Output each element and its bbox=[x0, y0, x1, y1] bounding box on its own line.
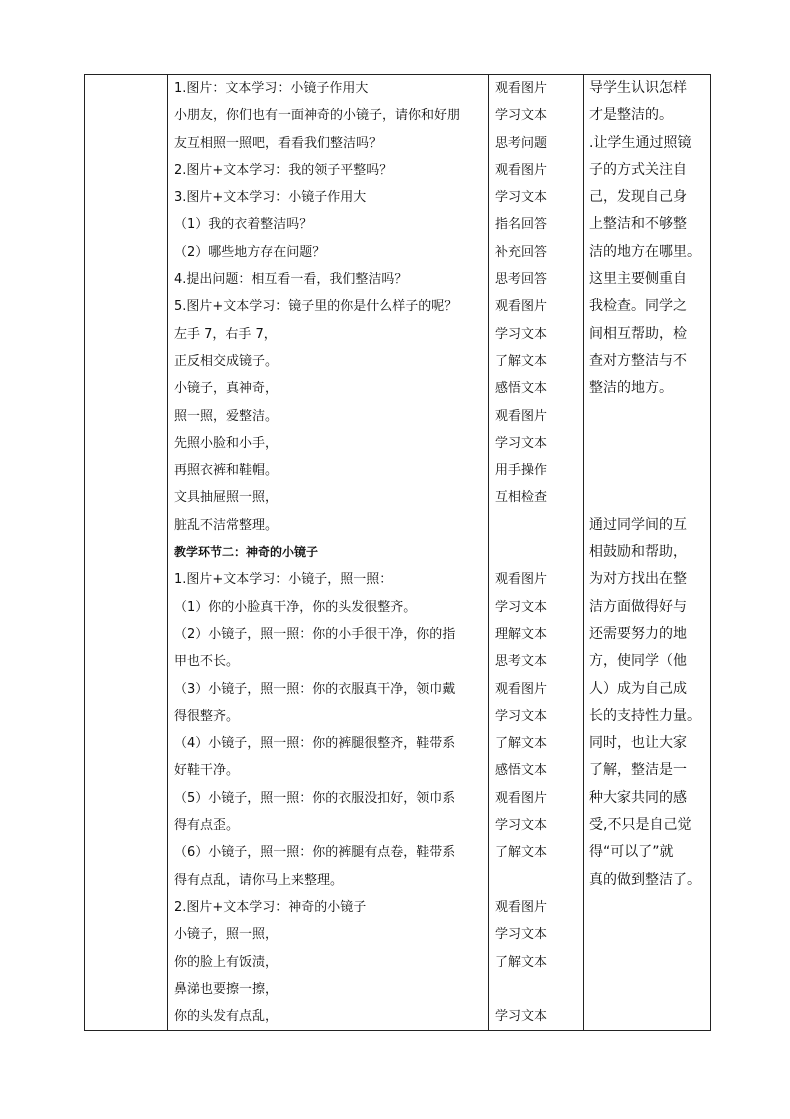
activity-line: 用手操作 bbox=[495, 463, 548, 479]
content-line: 5.图片+文本学习：镜子里的你是什么样子的呢？ bbox=[174, 299, 458, 315]
activity-line: 观看图片 bbox=[495, 299, 548, 315]
activity-line: 了解文本 bbox=[495, 845, 548, 861]
content-line: 左手 7，右手 7， bbox=[174, 326, 277, 342]
content-line: （2）小镜子，照一照：你的小手很干净，你的指 bbox=[174, 626, 456, 642]
content-line: 小朋友，你们也有一面神奇的小镜子，请你和好朋 bbox=[174, 108, 461, 124]
content-line: 再照衣裤和鞋帽。 bbox=[174, 463, 279, 479]
design-intent-line: 查对方整洁与不 bbox=[589, 352, 687, 369]
design-intent-line: 这里主要侧重自 bbox=[589, 271, 687, 288]
student-activity-lines bbox=[489, 75, 583, 1030]
content-line: 小镜子，照一照， bbox=[174, 927, 279, 943]
activity-line: 了解文本 bbox=[495, 736, 548, 752]
activity-line: 了解文本 bbox=[495, 353, 548, 369]
content-line: 正反相交成镜子。 bbox=[174, 353, 279, 369]
activity-line: 学习文本 bbox=[495, 1009, 548, 1025]
activity-line: 思考回答 bbox=[495, 272, 548, 288]
content-line: 友互相照一照吧，看看我们整洁吗？ bbox=[174, 135, 383, 151]
design-intent-line: 才是整洁的。 bbox=[589, 107, 673, 124]
design-intent-line: 人）成为自己成 bbox=[589, 680, 687, 697]
design-intent-line: 整洁的地方。 bbox=[589, 380, 673, 397]
content-line: （1）你的小脸真干净，你的头发很整齐。 bbox=[174, 599, 417, 615]
content-line: （4）小镜子，照一照：你的裤腿很整齐，鞋带系 bbox=[174, 736, 456, 752]
design-intent-line: 长的支持性力量。 bbox=[589, 707, 701, 724]
content-line: 甲也不长。 bbox=[174, 654, 240, 670]
activity-line: 感悟文本 bbox=[495, 763, 548, 779]
design-intent-line: 种大家共同的感 bbox=[589, 789, 687, 806]
content-line: 你的脸上有饭渍， bbox=[174, 954, 279, 970]
activity-line: 观看图片 bbox=[495, 899, 548, 915]
content-line: 脏乱不洁常整理。 bbox=[174, 517, 279, 533]
content-line: 得很整齐。 bbox=[174, 708, 240, 724]
content-line: （3）小镜子，照一照：你的衣服真干净，领巾戴 bbox=[174, 681, 456, 697]
design-intent-line: 方，使同学（他 bbox=[589, 653, 687, 670]
content-line: 你的头发有点乱， bbox=[174, 1009, 279, 1025]
activity-line bbox=[495, 512, 579, 539]
activity-line: 学习文本 bbox=[495, 108, 548, 124]
design-intent-line: 间相互帮助，检 bbox=[589, 325, 687, 342]
design-intent-line: 相鼓励和帮助， bbox=[589, 544, 687, 561]
activity-line: 补充回答 bbox=[495, 244, 548, 260]
activity-line: 观看图片 bbox=[495, 572, 548, 588]
design-intent-line: 真的做到整洁了。 bbox=[589, 871, 701, 888]
activity-line: 学习文本 bbox=[495, 326, 548, 342]
content-line: 1.图片：文本学习：小镜子作用大 bbox=[174, 81, 369, 96]
activity-line: 思考文本 bbox=[495, 654, 548, 670]
design-intent-line: 同时，也让大家 bbox=[589, 735, 687, 752]
design-intent-line: 洁的地方在哪里。 bbox=[589, 243, 701, 260]
activity-line: 指名回答 bbox=[495, 217, 548, 233]
activity-line: 互相检查 bbox=[495, 490, 548, 506]
content-line: 1.图片+文本学习：小镜子，照一照： bbox=[174, 572, 393, 588]
spacer bbox=[589, 430, 706, 457]
activity-line: 观看图片 bbox=[495, 681, 548, 697]
student-activity-cell bbox=[489, 75, 584, 1031]
content-line: 好鞋干净。 bbox=[174, 763, 240, 779]
content-line: 4.提出问题：相互看一看，我们整洁吗？ bbox=[174, 272, 408, 288]
activity-line bbox=[495, 976, 579, 1003]
design-intent-line: 己，发现自己身 bbox=[589, 189, 687, 206]
activity-line: 观看图片 bbox=[495, 81, 548, 96]
design-intent-line: 上整洁和不够整 bbox=[589, 216, 687, 233]
content-line: 得有点乱，请你马上来整理。 bbox=[174, 872, 344, 888]
content-line: 照一照，爱整洁。 bbox=[174, 408, 279, 424]
spacer bbox=[589, 403, 706, 430]
design-intent-line: 了解，整洁是一 bbox=[589, 762, 687, 779]
content-line: 文具抽屉照一照， bbox=[174, 490, 279, 506]
content-line: 3.图片+文本学习：小镜子作用大 bbox=[174, 190, 367, 206]
activity-line: 学习文本 bbox=[495, 599, 548, 615]
content-line: （6）小镜子，照一照：你的裤腿有点卷，鞋带系 bbox=[174, 845, 456, 861]
content-line: 鼻涕也要擦一擦， bbox=[174, 981, 279, 997]
content-line: 先照小脸和小手， bbox=[174, 435, 279, 451]
content-line: 得有点歪。 bbox=[174, 818, 240, 834]
content-line: （1）我的衣着整洁吗？ bbox=[174, 217, 313, 233]
activity-line bbox=[495, 539, 579, 566]
activity-line: 思考问题 bbox=[495, 135, 548, 151]
design-intent-line: 通过同学间的互 bbox=[589, 516, 687, 533]
activity-line: 观看图片 bbox=[495, 162, 548, 178]
teaching-content-cell bbox=[168, 75, 489, 1031]
activity-line: 学习文本 bbox=[495, 708, 548, 724]
activity-line bbox=[495, 867, 579, 894]
design-intent-line: 受,不只是自己觉 bbox=[589, 817, 692, 834]
design-intent-line: 得“可以了”就 bbox=[589, 844, 674, 861]
design-intent-line: 还需要努力的地 bbox=[589, 625, 687, 642]
activity-line: 感悟文本 bbox=[495, 381, 548, 397]
design-intent-line: 子的方式关注自 bbox=[589, 161, 687, 178]
activity-line: 学习文本 bbox=[495, 927, 548, 943]
activity-line: 观看图片 bbox=[495, 408, 548, 424]
design-intent-line: 导学生认识怎样 bbox=[589, 80, 687, 96]
lesson-plan-table bbox=[84, 74, 711, 1031]
design-intent-lines bbox=[584, 75, 710, 894]
table-row bbox=[85, 75, 711, 1031]
content-line: 2.图片+文本学习：神奇的小镜子 bbox=[174, 899, 367, 915]
activity-line: 观看图片 bbox=[495, 790, 548, 806]
spacer bbox=[589, 457, 706, 484]
activity-line: 了解文本 bbox=[495, 954, 548, 970]
design-intent-line: .让学生通过照镜 bbox=[589, 134, 692, 151]
empty-column-cell bbox=[85, 75, 168, 1031]
design-intent-line: 洁方面做得好与 bbox=[589, 598, 687, 615]
content-line: （2）哪些地方存在问题？ bbox=[174, 244, 326, 260]
activity-line: 学习文本 bbox=[495, 818, 548, 834]
content-line: 2.图片+文本学习：我的领子平整吗？ bbox=[174, 162, 393, 178]
activity-line: 学习文本 bbox=[495, 435, 548, 451]
design-intent-cell bbox=[584, 75, 711, 1031]
activity-line: 理解文本 bbox=[495, 626, 548, 642]
design-intent-line: 为对方找出在整 bbox=[589, 571, 687, 588]
teaching-content-lines bbox=[168, 75, 488, 1030]
content-line: 小镜子，真神奇， bbox=[174, 381, 279, 397]
design-intent-line: 我检查。同学之 bbox=[589, 298, 687, 315]
spacer bbox=[589, 484, 706, 511]
content-line: （5）小镜子，照一照：你的衣服没扣好，领巾系 bbox=[174, 790, 456, 806]
content-line: 教学环节二：神奇的小镜子 bbox=[174, 545, 319, 560]
activity-line: 学习文本 bbox=[495, 190, 548, 206]
